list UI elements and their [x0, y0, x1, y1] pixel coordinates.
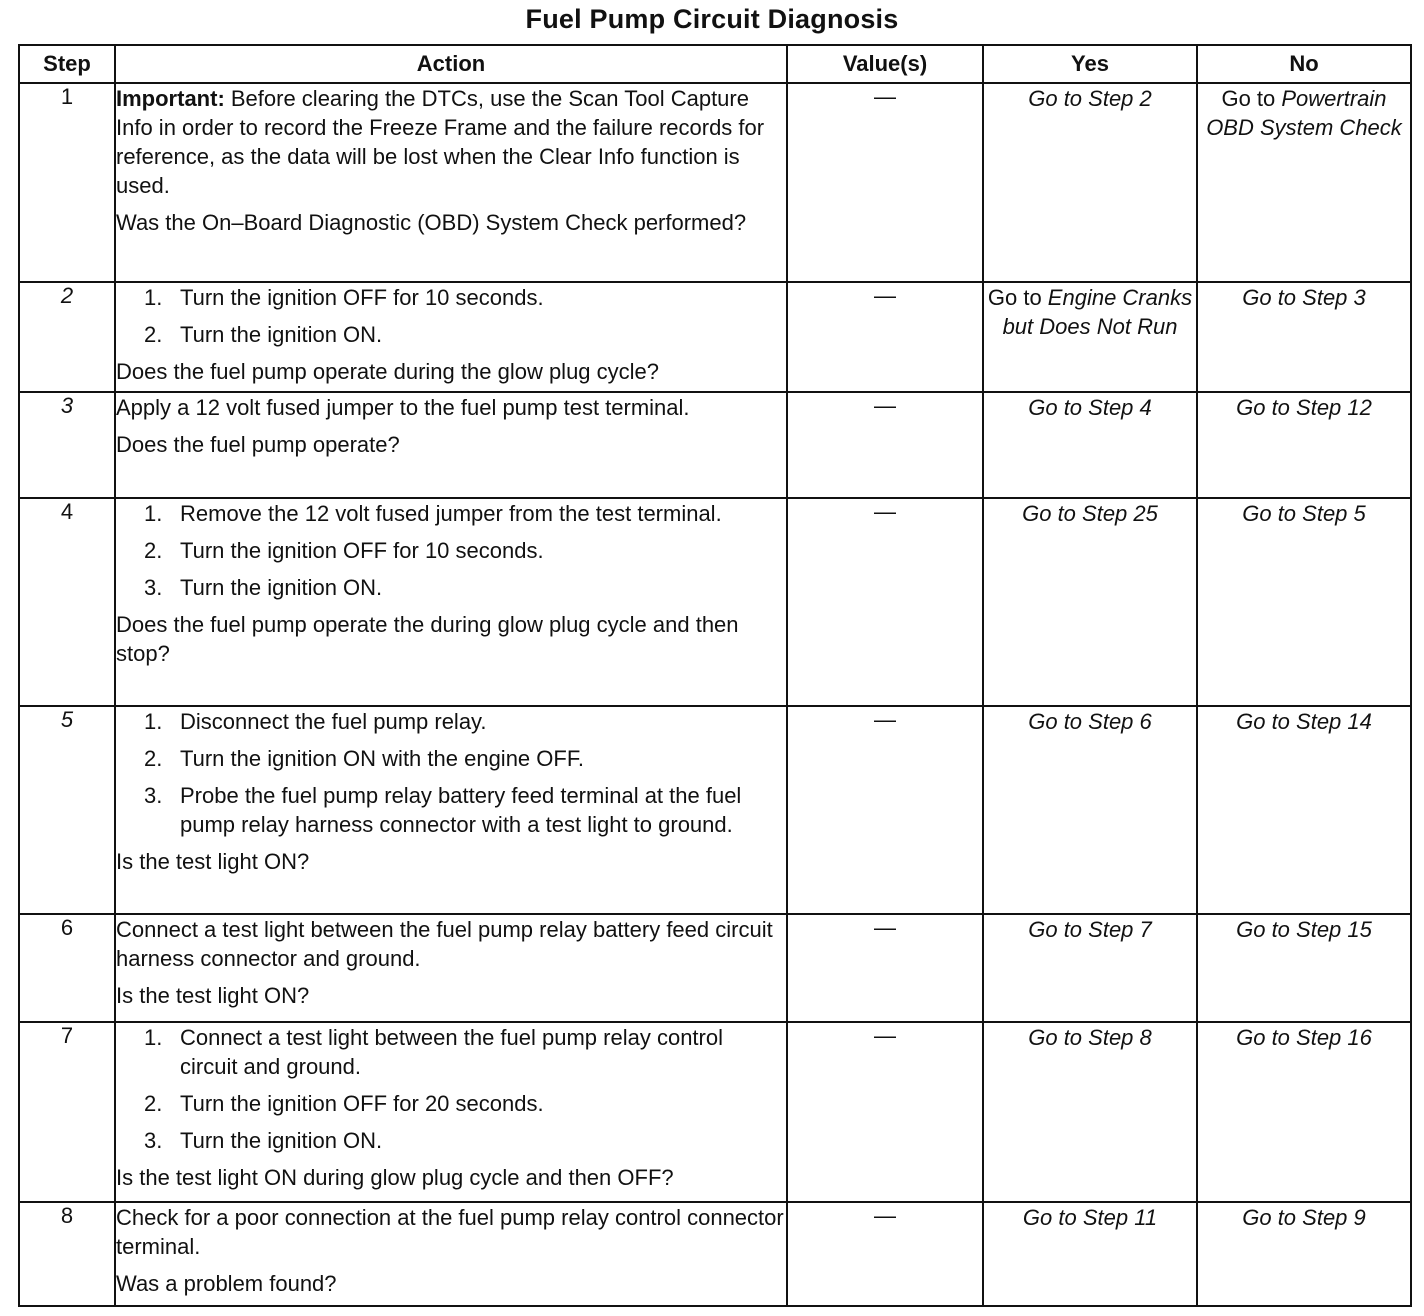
value-cell: — [787, 83, 983, 282]
yes-cell: Go to Step 11 [983, 1202, 1197, 1306]
action-list [116, 1023, 786, 1155]
action-list [116, 283, 786, 349]
step-number: 8 [19, 1202, 115, 1306]
action-cell [115, 498, 787, 706]
action-text: Check for a poor connection at the fuel pump relay control connector terminal. [116, 1205, 784, 1259]
table-row [19, 706, 1411, 914]
action-cell [115, 914, 787, 1022]
action-question: Was a problem found? [116, 1271, 337, 1296]
header-yes: Yes [983, 45, 1197, 83]
action-cell [115, 1022, 787, 1202]
header-values: Value(s) [787, 45, 983, 83]
yes-prefix: Go to [987, 285, 1048, 310]
list-item: 1. Turn the ignition OFF for 10 seconds. [144, 285, 544, 310]
yes-cell: Go to Step 7 [983, 914, 1197, 1022]
yes-cell: Go to Step 6 [983, 706, 1197, 914]
value-cell: — [787, 392, 983, 498]
action-question: Was the On–Board Diagnostic (OBD) System Check performed? [116, 210, 747, 235]
list-item: 3. Probe the fuel pump relay battery feed terminal at the fuel pump relay harness connector with a test light to ground. [144, 783, 742, 837]
action-question: Is the test light ON during glow plug cycle and then OFF? [116, 1165, 674, 1190]
action-cell [115, 392, 787, 498]
table-row [19, 1202, 1411, 1306]
yes-reference: Engine Cranks but Does Not Run [1002, 285, 1193, 339]
step-number: 6 [19, 914, 115, 1022]
action-cell [115, 1202, 787, 1306]
step-number: 3 [19, 392, 115, 498]
action-cell [115, 706, 787, 914]
yes-cell: Go to Step 2 [983, 83, 1197, 282]
important-text: Before clearing the DTCs, use the Scan Tool Capture Info in order to record the Freeze Frame and the failure records for reference, as the data will be lost when the Clear Info function is used. [116, 86, 765, 198]
yes-cell [983, 282, 1197, 392]
page-title: Fuel Pump Circuit Diagnosis [525, 4, 899, 34]
list-item: 3. Turn the ignition ON. [144, 1128, 383, 1153]
step-number: 7 [19, 1022, 115, 1202]
value-cell: — [787, 1202, 983, 1306]
list-item: 2. Turn the ignition ON. [144, 322, 383, 347]
list-item: 2. Turn the ignition OFF for 10 seconds. [144, 538, 544, 563]
list-item: 1. Disconnect the fuel pump relay. [144, 709, 487, 734]
step-number: 4 [19, 498, 115, 706]
yes-cell: Go to Step 4 [983, 392, 1197, 498]
table-row [19, 282, 1411, 392]
value-cell: — [787, 914, 983, 1022]
header-step: Step [19, 45, 115, 83]
action-question: Does the fuel pump operate the during glow plug cycle and then stop? [116, 612, 739, 666]
step-number: 5 [19, 706, 115, 914]
no-cell [1197, 83, 1411, 282]
action-question: Does the fuel pump operate? [116, 432, 400, 457]
table-row [19, 392, 1411, 498]
no-reference: Powertrain OBD System Check [1206, 86, 1402, 140]
action-text: Connect a test light between the fuel pump relay battery feed circuit harness connector and ground. [116, 917, 773, 971]
list-item: 2. Turn the ignition OFF for 20 seconds. [144, 1091, 544, 1116]
action-text: Apply a 12 volt fused jumper to the fuel pump test terminal. [116, 395, 690, 420]
no-cell: Go to Step 16 [1197, 1022, 1411, 1202]
important-note [116, 84, 786, 200]
list-item: 1. Remove the 12 volt fused jumper from the test terminal. [144, 501, 722, 526]
no-cell: Go to Step 9 [1197, 1202, 1411, 1306]
list-item: 1. Connect a test light between the fuel pump relay control circuit and ground. [144, 1025, 723, 1079]
action-question: Is the test light ON? [116, 983, 310, 1008]
value-cell: — [787, 498, 983, 706]
action-cell [115, 282, 787, 392]
diagnosis-table [18, 44, 1412, 1307]
no-cell: Go to Step 14 [1197, 706, 1411, 914]
no-cell: Go to Step 3 [1197, 282, 1411, 392]
list-item: 2. Turn the ignition ON with the engine OFF. [144, 746, 584, 771]
list-item: 3. Turn the ignition ON. [144, 575, 383, 600]
yes-cell: Go to Step 25 [983, 498, 1197, 706]
step-number: 1 [19, 83, 115, 282]
table-row [19, 914, 1411, 1022]
action-question: Is the test light ON? [116, 849, 310, 874]
yes-cell: Go to Step 8 [983, 1022, 1197, 1202]
action-list [116, 707, 786, 839]
action-cell [115, 83, 787, 282]
action-question: Does the fuel pump operate during the glow plug cycle? [116, 359, 660, 384]
no-prefix: Go to [1221, 86, 1282, 111]
header-action: Action [115, 45, 787, 83]
no-cell: Go to Step 5 [1197, 498, 1411, 706]
value-cell: — [787, 282, 983, 392]
table-row [19, 498, 1411, 706]
step-number: 2 [19, 282, 115, 392]
header-row [19, 45, 1411, 83]
value-cell: — [787, 1022, 983, 1202]
table-row [19, 83, 1411, 282]
no-cell: Go to Step 12 [1197, 392, 1411, 498]
value-cell: — [787, 706, 983, 914]
action-list [116, 499, 786, 602]
important-label: Important: [116, 86, 225, 111]
no-cell: Go to Step 15 [1197, 914, 1411, 1022]
header-no: No [1197, 45, 1411, 83]
table-row [19, 1022, 1411, 1202]
